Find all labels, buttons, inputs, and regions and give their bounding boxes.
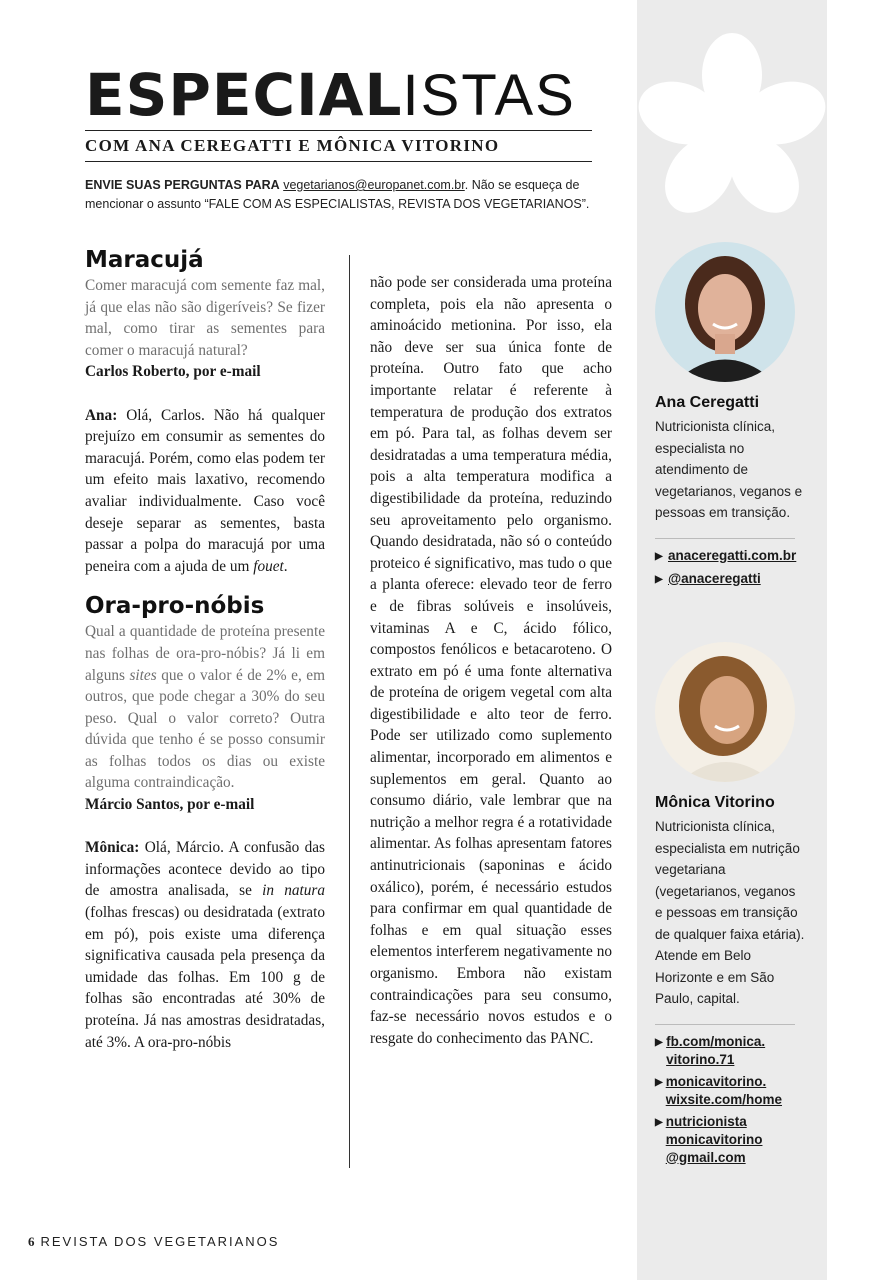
answer-lead-ana: Ana: — [85, 406, 118, 424]
answer-ora-pro-nobis — [85, 837, 325, 1053]
profile-separator — [655, 538, 795, 539]
expert-link-site[interactable] — [655, 547, 805, 566]
link-text[interactable]: monicavitorino. wixsite.com/home — [665, 1073, 782, 1107]
section-heading-ora-pro-nobis: Ora-pro-nóbis — [85, 593, 265, 620]
section-heading-maracuja: Maracujá — [85, 247, 204, 273]
expert-link-instagram[interactable] — [655, 570, 805, 589]
profile-separator — [655, 1024, 795, 1025]
page-title — [85, 62, 576, 129]
question-part-a: Qual a quantidade de proteína presente nas folhas de ora-pro-nóbis? Já li em alguns — [85, 623, 325, 684]
question-part-b: que o valor é de 2% e, em outros, que pode chegar a 30% do seu peso. Qual o valor correto? Outra dúvida que tenho é se posso consumir as folhas todos os dias ou existe alguma contraindicação. — [85, 666, 325, 792]
link-text[interactable]: @anaceregatti — [668, 570, 761, 586]
answer-continued: não pode ser considerada uma proteína completa, pois ela não apresenta o aminoácido metionina. Por isso, ela não deve ser sua única fonte de proteína. Outro fato que acho importante relatar é referente à temperatura de produção dos extratos em pó. Para tal, as folhas devem ser desidratadas a uma temperatura média, pois a alta temperatura modifica a digestibilidade da proteína, reduzindo seu aproveitamento pelo organismo. Quando desidratada, não só o conteúdo proteico é significativo, mas tudo o que a planta oferece: elevado teor de ferro e de fibras solúveis e insolúveis, vitaminas A e C, ácido fólico, compostos fenólicos e betacaroteno. O extrato em pó é uma fonte alternativa de proteína de origem vegetal com alta digestibilidade e alto teor de ferro. Pode ser utilizado como suplemento alimentar, incorporado em alimentos e suplementos em geral. Quanto ao consumo diário, vale lembrar que na nutrição a melhor regra é a rotatividade alimentar. As folhas apresentam fatores antinutricionais (saponinas e ácido oxálico), porém, é necessário estudos para confirmar em qual quantidade de folhas e em qual situação esses elementos interferem negativamente no organismo. Embora não existam contraindicações para seu consumo, faz-se necessário novos estudos e o resgate do conhecimento das PANC. — [370, 274, 612, 1047]
expert-description: Nutricionista clínica, especialista no atendimento de vegetarianos, veganos e pessoas em transição. — [655, 419, 803, 520]
intro-strong: ENVIE SUAS PERGUNTAS PARA — [85, 178, 280, 192]
link-text[interactable]: anaceregatti.com.br — [668, 547, 797, 563]
triangle-right-icon: ▶ — [655, 1116, 663, 1128]
answer-italic-natura: in natura — [262, 882, 325, 900]
expert-profile-monica — [655, 642, 805, 1171]
magazine-name: REVISTA DOS VEGETARIANOS — [40, 1234, 280, 1249]
answer-part-a: Olá, Márcio. A confusão das informações acontece devido ao tipo de amostra analisada, se — [85, 839, 325, 900]
question-maracuja: Comer maracujá com semente faz mal, já que elas não são digeríveis? Se fizer mal, como tirar as sementes para comer o maracujá natural? — [85, 277, 325, 359]
avatar-ana — [655, 242, 795, 382]
title-light: ISTAS — [402, 63, 576, 128]
triangle-right-icon: ▶ — [655, 550, 663, 562]
signature-carlos: Carlos Roberto, por e-mail — [85, 363, 261, 381]
expert-link-site[interactable] — [655, 1073, 805, 1109]
question-ora-pro-nobis — [85, 621, 325, 794]
answer-part-b: (folhas frescas) ou desidratada (extrato em pó), pois existe uma diferença significativa causada pela presença da umidade das folhas. Em 100 g de folhas são encontradas até 30% de proteína. Já nas amostras desidratadas, até 3%. A ora-pro-nóbis — [85, 904, 325, 1051]
link-text[interactable]: nutricionista monicavitorino @gmail.com — [665, 1113, 763, 1165]
expert-link-email[interactable] — [655, 1113, 805, 1167]
title-rule-bottom — [85, 161, 592, 162]
triangle-right-icon: ▶ — [655, 1036, 663, 1048]
title-bold: ESPECIAL — [85, 61, 403, 129]
answer-text: Olá, Carlos. Não há qualquer prejuízo em consumir as sementes do maracujá. Porém, como elas podem ter um efeito mais laxativo, recomendo avaliar individualmente. Caso você deseje separar as sementes, basta passar a polpa do maracujá por uma peneira com a ajuda de um — [85, 406, 325, 575]
signature-marcio: Márcio Santos, por e-mail — [85, 796, 255, 814]
answer-maracuja — [85, 405, 325, 578]
expert-name: Mônica Vitorino — [655, 794, 775, 811]
flower-decoration-icon — [637, 30, 827, 220]
title-rule-top — [85, 130, 592, 131]
answer-italic: fouet — [253, 557, 284, 575]
page-subtitle: COM ANA CEREGATTI E MÔNICA VITORINO — [85, 136, 500, 155]
triangle-right-icon: ▶ — [655, 1076, 663, 1088]
intro-rest: . Não se esqueça de mencionar o assunto “FALE COM AS ESPECIALISTAS, REVISTA DOS VEGETARIANOS”. — [85, 178, 590, 211]
link-text[interactable]: fb.com/monica. vitorino.71 — [666, 1033, 766, 1067]
avatar-monica — [655, 642, 795, 782]
page-number: 6 — [28, 1234, 35, 1249]
intro-text — [85, 176, 605, 214]
column-left — [85, 245, 325, 1053]
expert-link-facebook[interactable] — [655, 1033, 805, 1069]
column-divider — [349, 255, 350, 1168]
answer-end: . — [283, 557, 288, 575]
page-footer — [28, 1234, 279, 1250]
triangle-right-icon: ▶ — [655, 573, 663, 585]
question-italic: sites — [129, 666, 157, 684]
expert-description: Nutricionista clínica, especialista em nutrição vegetariana (vegetarianos, veganos e pessoas em transição de qualquer faixa etária). Atende em Belo Horizonte e em São Paulo, capital. — [655, 819, 805, 1006]
expert-name: Ana Ceregatti — [655, 394, 760, 411]
answer-lead-monica: Mônica: — [85, 839, 140, 857]
expert-profile-ana — [655, 242, 805, 593]
section-gap — [85, 577, 325, 591]
column-middle — [370, 272, 612, 1049]
intro-email-link[interactable]: vegetarianos@europanet.com.br — [283, 178, 465, 192]
